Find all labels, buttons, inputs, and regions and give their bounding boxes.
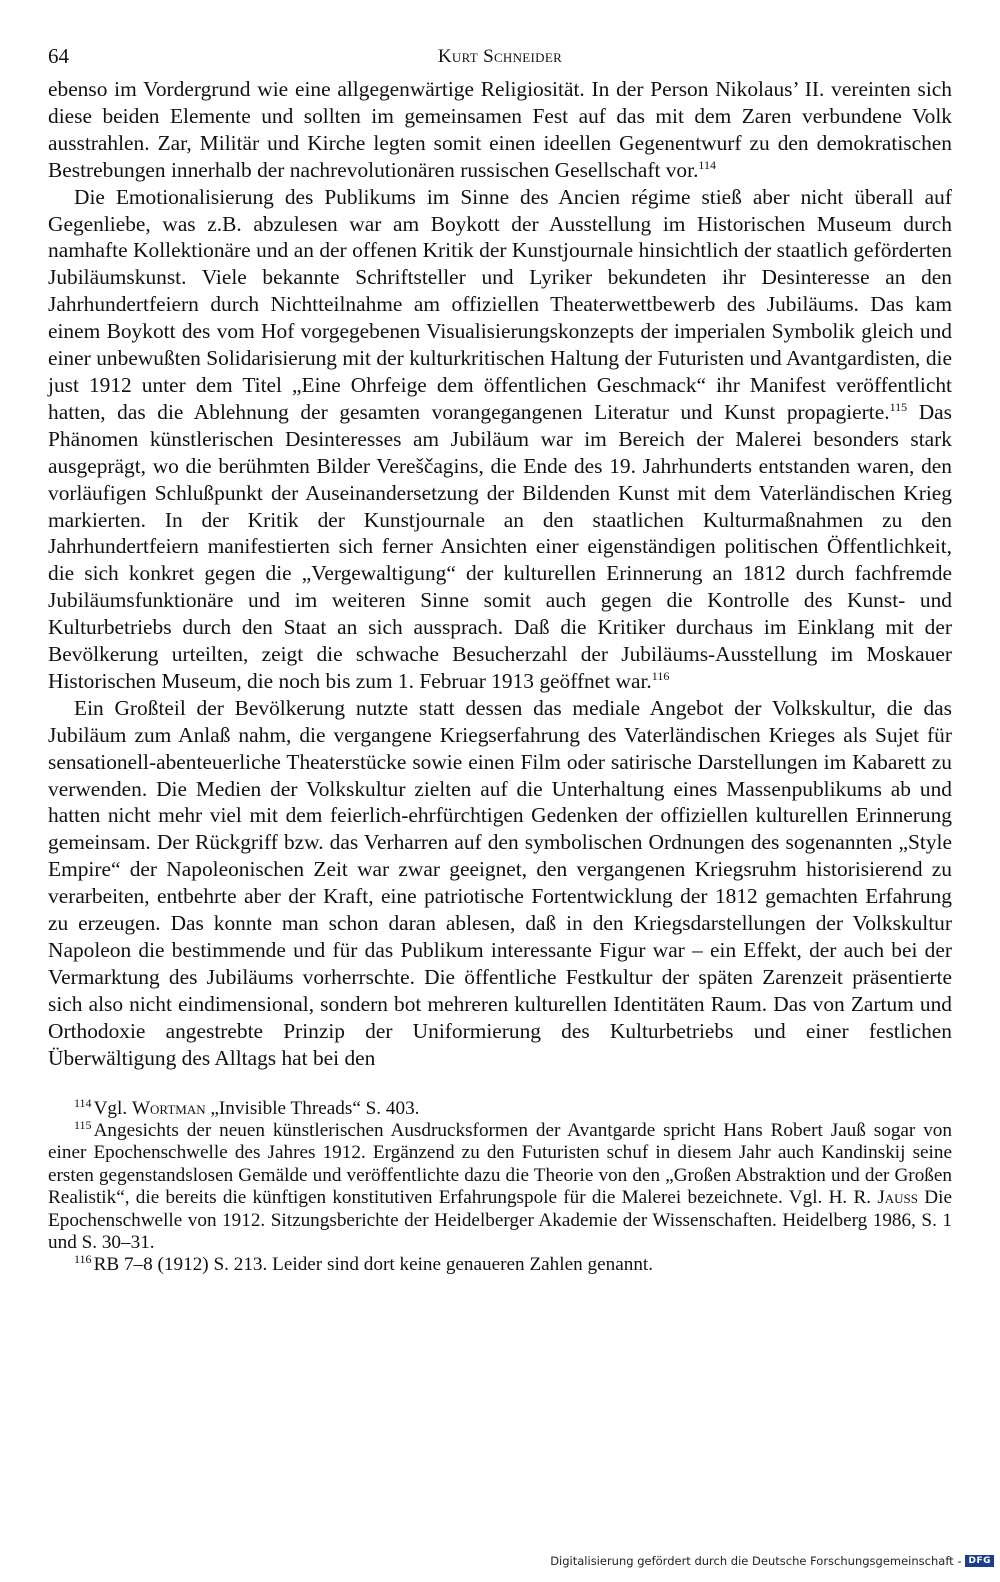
footnote-ref: 114 — [698, 157, 716, 172]
footnote-ref: 115 — [889, 399, 908, 414]
footnote-text: Vgl. — [93, 1097, 132, 1119]
footnote-text: RB 7–8 (1912) S. 213. Leider sind dort keine genaueren Zahlen genannt. — [93, 1254, 654, 1276]
footnote-116 — [48, 1254, 952, 1276]
paragraph-1 — [48, 76, 952, 184]
credit-text: Digitalisierung gefördert durch die Deutsche Forschungsgemeinschaft - — [550, 1554, 962, 1568]
footnote-114 — [48, 1095, 952, 1120]
paragraph-3 — [48, 695, 952, 1072]
footnote-number: 114 — [74, 1095, 92, 1110]
footnote-text-after: Die Epochenschwelle von 1912. Sitzungsberichte der Heidelberger Akademie der Wissenschaften. Heidelberg 1986, S. 1 und S. 30–31. — [48, 1187, 952, 1253]
footnote-text-after: „Invisible Threads“ S. 403. — [205, 1097, 420, 1119]
footnote-author: Wortman — [131, 1097, 206, 1119]
body-text — [48, 76, 952, 1072]
page-header — [48, 42, 952, 76]
footnote-number: 115 — [74, 1117, 92, 1132]
footnote-ref: 116 — [651, 668, 670, 683]
paragraph-2 — [48, 184, 952, 695]
paragraph-text: Die Emotionalisierung des Publikums im Sinne des Ancien régime stieß aber nicht überall auf Gegenliebe, was z.B. abzulesen war am Boykott der Ausstellung im Historischen Museum durch namhafte Kollektionäre und an der offenen Kritik der Kunstjournale hinsichtlich der staatlich geförderten Jubiläumskunst. Viele bekannte Schriftsteller und Lyriker bekundeten ihr Desinteresse an den Jahrhundertfeiern durch Nichtteilnahme am offiziellen Theaterwettbewerb des Jubiläums. Das kam einem Boykott des vom Hof vorgegebenen Visualisierungskonzepts der imperialen Symbolik gleich und einer unbewußten Solidarisierung mit der kulturkritischen Haltung der Futuristen und Avantgardisten, die just 1912 unter dem Titel „Eine Ohrfeige dem öffentlichen Geschmack“ ihr Manifest veröffentlicht hatten, das die Ablehnung der gesamten vorangegangenen Literatur und Kunst propagierte. — [48, 184, 952, 424]
footnotes — [48, 1095, 952, 1277]
footnote-number: 116 — [74, 1252, 92, 1267]
paragraph-text: ebenso im Vordergrund wie eine allgegenwärtige Religiosität. In der Person Nikolaus’ II. vereinten sich diese beiden Elemente und sollten im gemeinsamen Fest auf das mit dem Zaren verbundene Volk ausstrahlen. Zar, Militär und Kirche legten somit einen ideellen Gegenentwurf zu den demokratischen Bestrebungen innerhalb der nachrevolutionären russischen Gesellschaft vor. — [48, 77, 952, 182]
paragraph-text-continued: Das Phänomen künstlerischen Desinteresses am Jubiläum war im Bereich der Malerei besonders stark ausgeprägt, wo die berühmten Bilder Vereščagins, die Ende des 19. Jahrhunderts entstanden waren, den vorläufigen Schlußpunkt der Auseinandersetzung der Bildenden Kunst mit dem Vaterländischen Krieg markierten. In der Kritik der Kunstjournale an den staatlichen Kulturmaßnahmen zu den Jahrhundertfeiern manifestierten sich ferner Ansichten einer eigenständigen politischen Öffentlichkeit, die sich konkret gegen die „Vergewaltigung“ der kulturellen Erinnerung an 1812 durch fachfremde Jubiläumsfunktionäre und im weiteren Sinne somit auch gegen die Kontrolle des Kunst- und Kulturbetriebs durch den Staat an sich aussprach. Daß die Kritiker durchaus im Einklang mit der Bevölkerung urteilten, zeigt die schwache Besucherzahl der Jubiläums-Ausstellung im Moskauer Historischen Museum, die noch bis zum 1. Februar 1913 geöffnet war. — [48, 399, 952, 693]
footnote-115 — [48, 1117, 952, 1254]
footnote-text: Angesichts der neuen künstlerischen Ausdrucksformen der Avantgarde spricht Hans Robert Jauß sogar von einer Epochenschwelle des Jahres 1912. Ergänzend zu den Futuristen schuf in diesem Jahr auch Kandinskij seine ersten gegenstandslosen Gemälde und veröffentlichte dazu die Theorie von den „Großen Abstraktion und der Großen Realistik“, die bereits die künftigen konstitutiven Erfahrungspole für die Malerei bezeichnete. Vgl. H. R. — [48, 1119, 952, 1209]
paragraph-text: Ein Großteil der Bevölkerung nutzte statt dessen das mediale Angebot der Volkskultur, die das Jubiläum zum Anlaß nahm, die vergangene Kriegserfahrung des Vaterländischen Krieges als Sujet für sensationell-abenteuerliche Theaterstücke sowie einen Film oder satirische Darstellungen im Kabarett zu verwenden. Die Medien der Volkskultur zielten auf die Unterhaltung eines Massenpublikums ab und hatten nicht mehr viel mit dem feierlich-ehrfürchtigen Gedenken der offiziellen kulturellen Erinnerung gemeinsam. Der Rückgriff bzw. das Verharren auf den symbolischen Ordnungen des sogenannten „Style Empire“ der Napoleonischen Zeit war zwar geeignet, den vergangenen Kriegsruhm historisierend zu verarbeiten, entbehrte aber der Kraft, eine patriotische Fortentwicklung der 1812 gemachten Erfahrung zu erzeugen. Das konnte man schon daran ablesen, daß in den Kriegsdarstellungen der Volkskultur Napoleon die bestimmende und für das Publikum interessante Figur war – ein Effekt, der auch bei der Vermarktung des Jubiläums vorherrschte. Die öffentliche Festkultur der späten Zarenzeit präsentierte sich also nicht eindimensional, sondern bot mehreren kulturellen Identitäten Raum. Das von Zartum und Orthodoxie angestrebte Prinzip der Uniformierung des Kulturbetriebs und einer festlichen Überwältigung des Alltags hat bei den — [48, 695, 952, 1070]
digitization-credit — [550, 1554, 994, 1568]
footnote-author: Jauß — [877, 1187, 919, 1209]
page — [48, 42, 952, 1277]
running-head: Kurt Schneider — [437, 46, 563, 67]
page-number: 64 — [48, 44, 69, 68]
dfg-logo: DFG — [965, 1555, 994, 1567]
